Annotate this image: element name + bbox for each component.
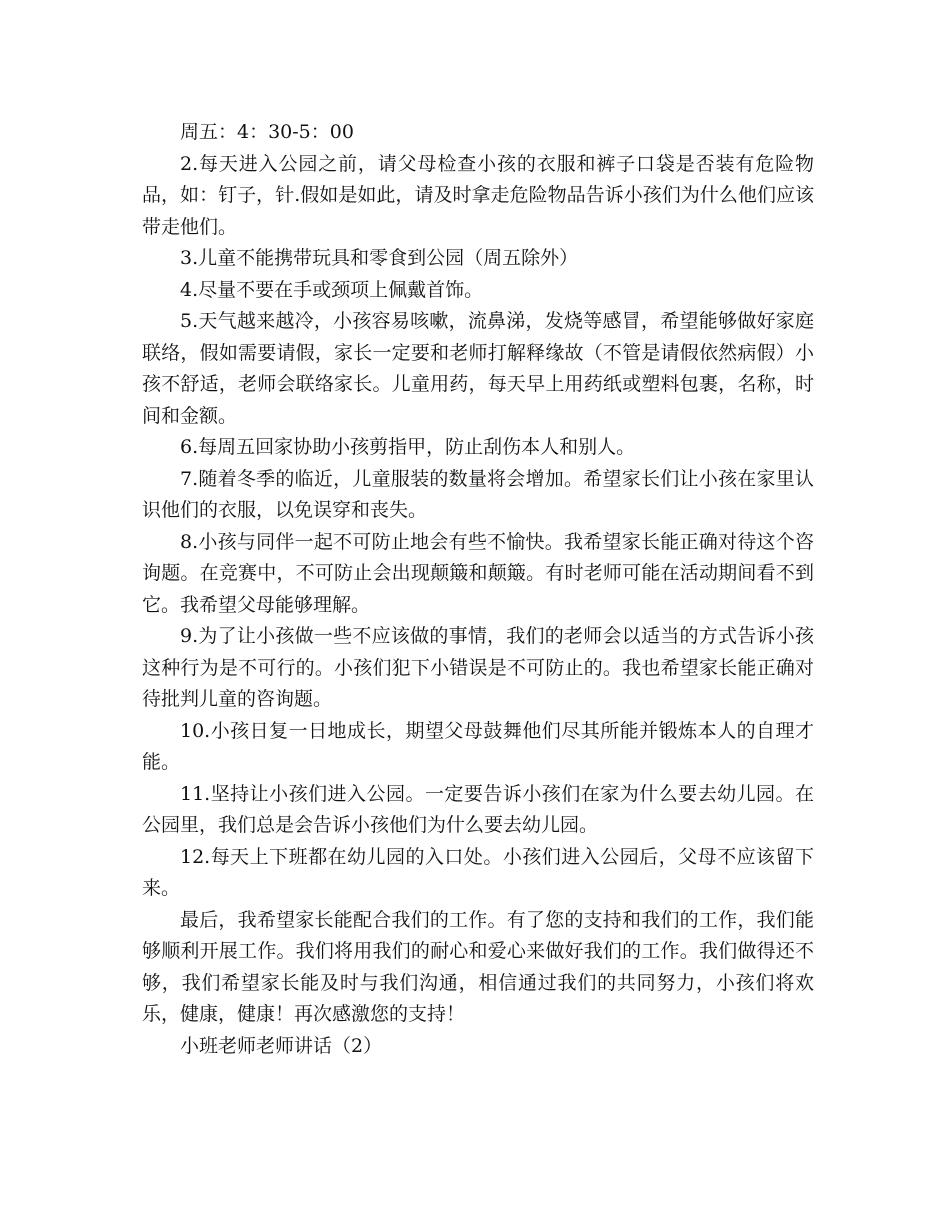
paragraph-item-4: 4.尽量不要在手或颈项上佩戴首饰。 (180, 278, 484, 301)
section-heading: 小班老师老师讲话（2） (180, 1034, 383, 1057)
paragraph-item-9: 9.为了让小孩做一些不应该做的事情，我们的老师会以适当的方式告诉小孩这种行为是不可行的。小孩们犯下小错误是不可防止的。我也希望家长能正确对待批判儿童的咨询题。 (142, 625, 814, 710)
closing-paragraph: 最后，我希望家长能配合我们的工作。有了您的支持和我们的工作，我们能够顺利开展工作。我们将用我们的耐心和爱心来做好我们的工作。我们做得还不够，我们希望家长能及时与我们沟通，相信通过我们的共同努力，小孩们将欢乐，健康，健康！再次感激您的支持！ (142, 908, 814, 1025)
paragraph-item-8: 8.小孩与同伴一起不可防止地会有些不愉快。我希望家长能正确对待这个咨询题。在竞赛中，不可防止会出现颠簸和颠簸。有时老师可能在活动期间看不到它。我希望父母能够理解。 (142, 530, 814, 616)
paragraph-item-5: 5.天气越来越冷，小孩容易咳嗽，流鼻涕，发烧等感冒，希望能够做好家庭联络，假如需要请假，家长一定要和老师打解释缘故（不管是请假依然病假）小孩不舒适，老师会联络家长。儿童用药，每天早上用药纸或塑料包裹，名称，时间和金额。 (142, 310, 814, 427)
schedule-line: 周五：4：30-5：00 (180, 121, 354, 143)
paragraph-item-10: 10.小孩日复一日地成长，期望父母鼓舞他们尽其所能并锻炼本人的自理才能。 (142, 719, 814, 773)
paragraph-item-12: 12.每天上下班都在幼儿园的入口处。小孩们进入公园后，父母不应该留下来。 (142, 845, 814, 899)
document-body (142, 117, 814, 1062)
paragraph-item-3: 3.儿童不能携带玩具和零食到公园（周五除外） (180, 247, 579, 269)
paragraph-item-2: 2.每天进入公园之前，请父母检查小孩的衣服和裤子口袋是否装有危险物品，如：钉子，针.假如是如此，请及时拿走危险物品告诉小孩们为什么他们应该带走他们。 (142, 152, 814, 238)
paragraph-item-6: 6.每周五回家协助小孩剪指甲，防止刮伤本人和别人。 (180, 436, 636, 458)
paragraph-item-11: 11.坚持让小孩们进入公园。一定要告诉小孩们在家为什么要去幼儿园。在公园里，我们总是会告诉小孩他们为什么要去幼儿园。 (142, 782, 814, 836)
paragraph-item-7: 7.随着冬季的临近，儿童服装的数量将会增加。希望家长们让小孩在家里认识他们的衣服，以免误穿和丧失。 (142, 467, 814, 521)
